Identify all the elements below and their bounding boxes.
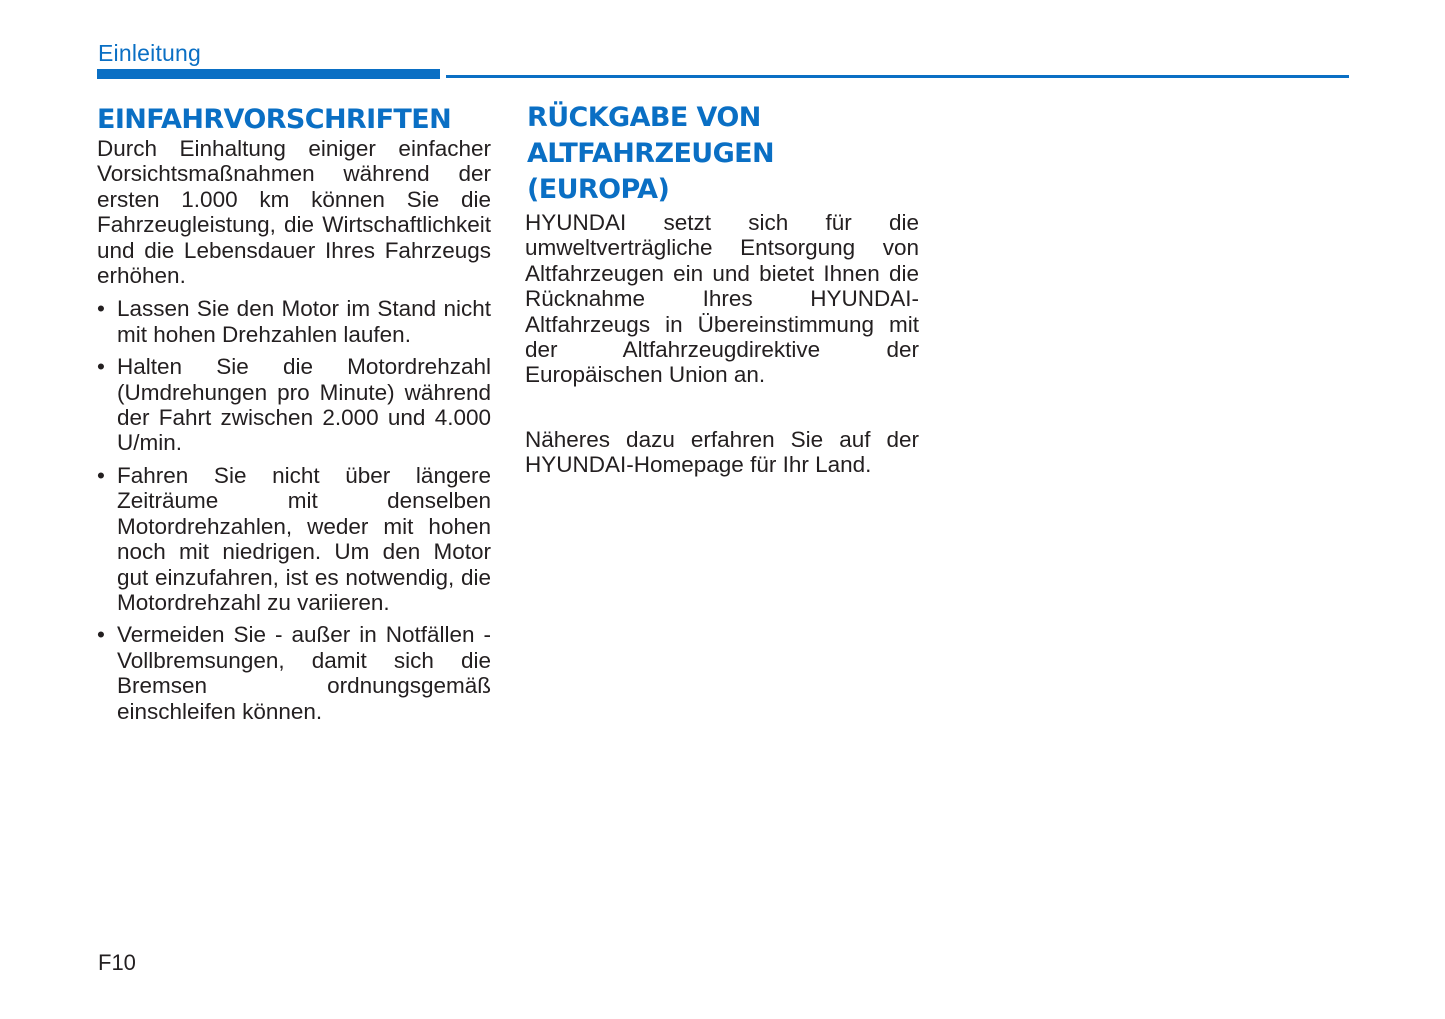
break-in-list <box>97 296 491 724</box>
bullet-icon: • <box>97 296 105 322</box>
bullet-icon: • <box>97 354 105 380</box>
list-item-text: Halten Sie die Motordrehzahl (Umdrehungen pro Minute) während der Fahrt zwischen 2.000 und 4.000 U/min. <box>117 354 491 456</box>
list-item <box>97 622 491 724</box>
header-rule-thick <box>97 69 440 79</box>
right-column <box>525 100 919 478</box>
homepage-paragraph: Näheres dazu erfahren Sie auf der HYUNDAI-Homepage für Ihr Land. <box>525 426 919 478</box>
list-item-text: Lassen Sie den Motor im Stand nicht mit hohen Drehzahlen laufen. <box>117 296 491 347</box>
recycling-paragraph: HYUNDAI setzt sich für die umweltverträgliche Entsorgung von Altfahrzeugen ein und bietet Ihnen die Rücknahme Ihres HYUNDAI-Altfahrzeugs in Übereinstimmung mit der Altfahrzeugdirektive der Europäischen Union an. <box>525 210 919 388</box>
paragraph-spacer <box>525 388 919 427</box>
list-item <box>97 296 491 347</box>
bullet-icon: • <box>97 622 105 648</box>
heading-rueckgabe <box>527 100 919 208</box>
header-rule-thin <box>446 75 1349 78</box>
heading-rueckgabe-line2: ALTFAHRZEUGEN (EUROPA) <box>527 138 775 205</box>
section-label: Einleitung <box>98 40 202 66</box>
list-item <box>97 354 491 456</box>
intro-paragraph: Durch Einhaltung einiger einfacher Vorsichtsmaßnahmen während der ersten 1.000 km können Sie die Fahrzeugleistung, die Wirtschaftlichkeit und die Lebensdauer Ihres Fahrzeugs erhöhen. <box>97 136 491 289</box>
bullet-icon: • <box>97 462 105 488</box>
page-number: F10 <box>98 950 136 975</box>
list-item-text: Vermeiden Sie - außer in Notfällen - Vollbremsungen, damit sich die Bremsen ordnungsgemäß einschleifen können. <box>117 622 491 724</box>
heading-einfahrvorschriften: EINFAHRVORSCHRIFTEN <box>97 104 452 135</box>
left-column <box>97 100 491 731</box>
list-item-text: Fahren Sie nicht über längere Zeiträume mit denselben Motordrehzahlen, weder mit hohen noch mit niedrigen. Um den Motor gut einzufahren, ist es notwendig, die Motordrehzahl zu variieren. <box>117 462 491 615</box>
heading-rueckgabe-line1: RÜCKGABE VON <box>527 102 761 133</box>
list-item <box>97 463 491 615</box>
